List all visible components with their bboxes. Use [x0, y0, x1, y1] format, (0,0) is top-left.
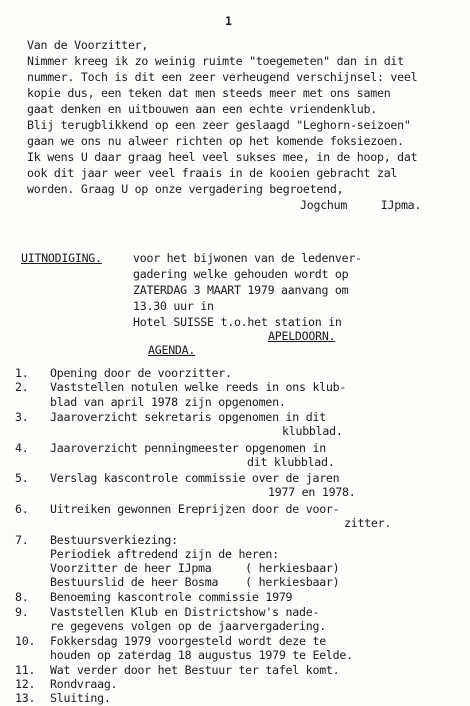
agenda-item-text: dit klubblad. [247, 455, 335, 469]
agenda-item-number: 2. [15, 380, 29, 394]
agenda-item-text: Jaaroverzicht penningmeester opgenomen in [50, 441, 326, 455]
agenda-item-text: Fokkersdag 1979 voorgesteld wordt deze te [50, 634, 326, 648]
invitation-line: voor het bijwonen van de ledenver- [133, 251, 362, 265]
agenda-item-text: Voorzitter de heer IJpma ( herkiesbaar) [50, 561, 340, 575]
agenda-item-text: Vaststellen notulen welke reeds in ons klub- [50, 380, 347, 394]
intro-line: kopie dus, een teken dat men steeds meer met ons samen [27, 86, 391, 100]
agenda-item-number: 4. [15, 441, 29, 455]
agenda-item-text: Benoeming kascontrole commissie 1979 [50, 590, 293, 604]
agenda-item-text: Opening door de voorzitter. [50, 366, 232, 380]
invitation-line: gadering welke gehouden wordt op [133, 267, 349, 281]
intro-line: gaat denken en uitbouwen aan een echte vriendenklub. [27, 102, 377, 116]
agenda-title: AGENDA. [148, 343, 196, 357]
invitation-line: Hotel SUISSE t.o.het station in [133, 315, 342, 329]
intro-line: ook dit jaar weer veel fraais in de kooien gebracht zal [27, 166, 398, 180]
agenda-item-number: 1. [15, 366, 29, 380]
agenda-item-text: Periodiek aftredend zijn de heren: [50, 547, 279, 561]
agenda-item-number: 5. [15, 471, 29, 485]
agenda-item-text: Bestuurslid de heer Bosma ( herkiesbaar) [50, 575, 340, 589]
agenda-item-text: Jaaroverzicht sekretaris opgenomen in dit [50, 410, 326, 424]
agenda-item-number: 9. [15, 605, 29, 619]
agenda-item-text: 1977 en 1978. [268, 485, 356, 499]
signature: Jogchum IJpma. [300, 198, 422, 212]
intro-line: gaan we ons nu alweer richten op het komende foksiezoen. [27, 134, 404, 148]
agenda-item-number: 6. [15, 502, 29, 516]
agenda-item-number: 8. [15, 590, 29, 604]
agenda-item-number: 13. [15, 691, 36, 705]
intro-line: Ik wens U daar graag heel veel sukses mee, in de hoop, dat [27, 150, 418, 164]
agenda-item-text: klubblad. [282, 424, 343, 438]
invitation-city: APELDOORN. [268, 329, 336, 343]
intro-line: nummer. Toch is dit een zeer verheugend verschijnsel: veel [27, 70, 418, 84]
intro-line: Nimmer kreeg ik zo weinig ruimte "toegemeten" dan in dit [27, 54, 404, 68]
agenda-item-text: houden op zaterdag 18 augustus 1979 te Eelde. [50, 648, 353, 662]
invitation-line: 13.30 uur in [133, 299, 214, 313]
agenda-item-number: 3. [15, 410, 29, 424]
agenda-item-text: Wat verder door het Bestuur ter tafel komt. [50, 663, 340, 677]
agenda-item-number: 10. [15, 634, 36, 648]
invitation-line: ZATERDAG 3 MAART 1979 aanvang om [133, 283, 349, 297]
agenda-item-text: Verslag kascontrole commissie over de jaren [50, 471, 340, 485]
intro-line: Van de Voorzitter, [27, 38, 149, 52]
agenda-item-number: 12. [15, 677, 36, 691]
agenda-item-text: re gegevens volgen op de jaarvergadering. [50, 619, 326, 633]
agenda-item-text: Uitreiken gewonnen Ereprijzen door de voor- [50, 502, 340, 516]
agenda-item-text: Rondvraag. [50, 677, 118, 691]
agenda-item-text: Bestuursverkiezing: [50, 533, 178, 547]
agenda-item-number: 11. [15, 663, 36, 677]
agenda-item-text: blad van april 1978 zijn opgenomen. [50, 395, 286, 409]
agenda-item-text: Vaststellen Klub en Districtshow's nade- [50, 605, 320, 619]
agenda-item-text: Sluiting. [50, 691, 111, 705]
agenda-item-number: 7. [15, 533, 29, 547]
page-number: 1 [225, 14, 232, 28]
intro-line: worden. Graag U op onze vergadering begroetend, [27, 182, 344, 196]
intro-line: Blij terugblikkend op een zeer geslaagd "Leghorn-seizoen" [27, 118, 411, 132]
invitation-label: UITNODIGING. [21, 251, 102, 265]
agenda-item-text: zitter. [344, 516, 392, 530]
